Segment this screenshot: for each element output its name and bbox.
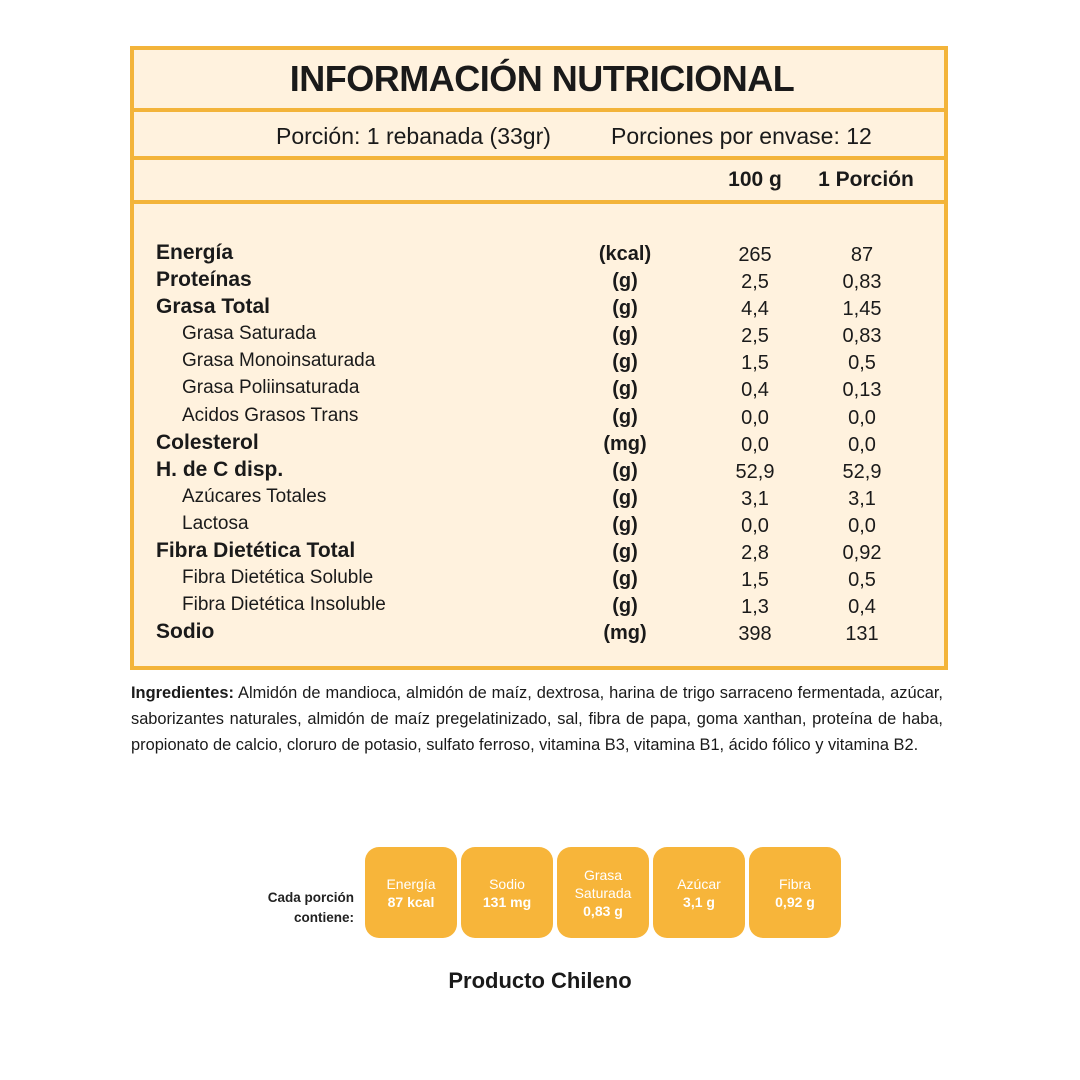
nutrient-value-portion: 0,4 xyxy=(848,596,876,619)
nutrient-unit: (g) xyxy=(612,568,638,591)
nutrient-value-portion: 0,0 xyxy=(848,433,876,456)
nutrient-value-100g: 52,9 xyxy=(735,460,775,483)
badge-value: 0,92 g xyxy=(775,893,815,910)
summary-badge xyxy=(749,847,841,938)
nutrient-value-100g: 0,4 xyxy=(741,379,769,402)
nutrient-value-100g: 0,0 xyxy=(741,433,769,456)
nutrient-table xyxy=(134,240,944,646)
nutrient-row xyxy=(134,619,944,646)
nutrient-value-100g: 0,0 xyxy=(741,406,769,429)
nutrient-value-100g: 2,5 xyxy=(741,271,769,294)
nutrient-value-portion: 0,0 xyxy=(848,406,876,429)
summary-badge xyxy=(461,847,553,938)
nutrient-name: Grasa Total xyxy=(156,295,270,319)
nutrient-name: Acidos Grasos Trans xyxy=(182,404,359,426)
column-header-row xyxy=(134,160,944,204)
badge-value: 0,83 g xyxy=(583,902,623,919)
nutrient-unit: (mg) xyxy=(603,622,647,645)
summary-badge xyxy=(653,847,745,938)
ingredients-text: Almidón de mandioca, almidón de maíz, dextrosa, harina de trigo sarraceno fermentada, azúcar, saborizantes naturales, almidón de maíz pregelatinizado, sal, fibra de papa, goma xanthan, proteína de haba, propionato de calcio, cloruro de potasio, sulfato ferroso, vitamina B3, vitamina B1, ácido fólico y vitamina B2. xyxy=(131,684,943,754)
nutrient-unit: (g) xyxy=(612,351,638,374)
nutrient-name: Proteínas xyxy=(156,268,252,292)
badge-label: Sodio xyxy=(489,875,525,892)
nutrient-value-100g: 2,8 xyxy=(741,542,769,565)
nutrient-unit: (g) xyxy=(612,297,638,320)
nutrient-row xyxy=(134,430,944,457)
badge-label: Azúcar xyxy=(677,875,721,892)
nutrient-value-portion: 3,1 xyxy=(848,487,876,510)
nutrient-value-portion: 87 xyxy=(850,244,874,266)
nutrient-row xyxy=(134,511,944,538)
nutrient-unit: (g) xyxy=(612,486,638,509)
nutrient-value-100g: 1,5 xyxy=(741,352,769,375)
nutrient-value-portion: 131 xyxy=(845,623,879,646)
nutrient-value-100g: 1,5 xyxy=(741,569,769,592)
nutrient-name: H. de C disp. xyxy=(156,457,284,481)
nutrition-facts-panel xyxy=(130,46,948,670)
nutrient-value-portion: 0,83 xyxy=(842,325,882,348)
nutrient-row xyxy=(134,457,944,484)
nutrient-name: Grasa Poliinsaturada xyxy=(182,377,360,399)
title-row xyxy=(134,50,944,112)
nutrient-name: Grasa Saturada xyxy=(182,323,317,345)
nutrient-row xyxy=(134,267,944,294)
nutrient-value-portion: 0,83 xyxy=(842,271,882,294)
badge-label: Fibra xyxy=(779,875,811,892)
nutrient-row xyxy=(134,375,944,402)
nutrient-row xyxy=(134,565,944,592)
per-portion-label-line1: Cada porción xyxy=(267,890,354,905)
summary-badges xyxy=(365,847,841,938)
nutrient-name: Grasa Monoinsaturada xyxy=(182,350,376,372)
column-header-portion: 1 Porción xyxy=(818,168,914,191)
badge-label: Energía xyxy=(386,875,436,892)
nutrient-value-portion: 0,5 xyxy=(848,352,876,375)
nutrient-value-100g: 2,5 xyxy=(741,325,769,348)
nutrient-value-100g: 1,3 xyxy=(741,596,769,619)
nutrient-row xyxy=(134,348,944,375)
nutrient-value-100g: 398 xyxy=(738,623,772,646)
badge-label: Saturada xyxy=(574,884,632,901)
nutrient-unit: (g) xyxy=(612,595,638,618)
portion-size: Porción: 1 rebanada (33gr) xyxy=(276,123,551,149)
nutrient-unit: (g) xyxy=(612,541,638,564)
summary-badge xyxy=(557,847,649,938)
nutrient-unit: (g) xyxy=(612,459,638,482)
nutrient-name: Fibra Dietética Insoluble xyxy=(182,594,386,616)
nutrient-value-100g: 0,0 xyxy=(741,514,769,537)
per-portion-label xyxy=(230,888,354,928)
nutrient-value-100g: 265 xyxy=(738,244,772,266)
nutrient-name: Azúcares Totales xyxy=(182,485,327,507)
nutrient-unit: (g) xyxy=(612,378,638,401)
nutrient-name: Fibra Dietética Soluble xyxy=(182,567,374,589)
ingredients-paragraph xyxy=(131,680,943,758)
column-header-100g: 100 g xyxy=(728,168,782,191)
portions-per-pack: Porciones por envase: 12 xyxy=(611,123,872,149)
nutrient-unit: (g) xyxy=(612,405,638,428)
ingredients-label: Ingredientes: xyxy=(131,684,234,702)
nutrient-row xyxy=(134,484,944,511)
nutrient-value-100g: 3,1 xyxy=(741,487,769,510)
nutrient-row xyxy=(134,403,944,430)
nutrient-unit: (g) xyxy=(612,324,638,347)
panel-title: INFORMACIÓN NUTRICIONAL xyxy=(289,58,795,99)
nutrient-name: Colesterol xyxy=(156,430,259,454)
nutrient-unit: (g) xyxy=(612,513,638,536)
badge-value: 3,1 g xyxy=(683,893,715,910)
summary-badge xyxy=(365,847,457,938)
nutrient-row xyxy=(134,240,944,267)
nutrient-row xyxy=(134,321,944,348)
nutrient-value-portion: 0,92 xyxy=(842,542,882,565)
nutrient-value-portion: 0,5 xyxy=(848,569,876,592)
badge-label: Grasa xyxy=(583,866,623,883)
origin-label: Producto Chileno xyxy=(448,968,632,993)
nutrient-name: Fibra Dietética Total xyxy=(156,539,356,563)
badge-value: 131 mg xyxy=(482,893,532,910)
nutrient-unit: (kcal) xyxy=(598,243,652,265)
nutrient-row xyxy=(134,592,944,619)
per-portion-label-line2: contiene: xyxy=(293,910,354,925)
serving-row xyxy=(134,112,944,160)
nutrient-value-portion: 0,13 xyxy=(842,379,882,402)
nutrient-value-portion: 52,9 xyxy=(842,460,882,483)
nutrient-value-portion: 0,0 xyxy=(848,514,876,537)
nutrient-row xyxy=(134,538,944,565)
nutrient-name: Energía xyxy=(156,241,234,264)
nutrient-value-portion: 1,45 xyxy=(842,298,882,321)
nutrient-value-100g: 4,4 xyxy=(741,298,769,321)
nutrient-row xyxy=(134,294,944,321)
nutrient-name: Sodio xyxy=(156,620,215,644)
nutrient-unit: (g) xyxy=(612,270,638,293)
nutrient-name: Lactosa xyxy=(182,512,249,534)
badge-value: 87 kcal xyxy=(387,893,435,910)
nutrient-unit: (mg) xyxy=(603,432,647,455)
